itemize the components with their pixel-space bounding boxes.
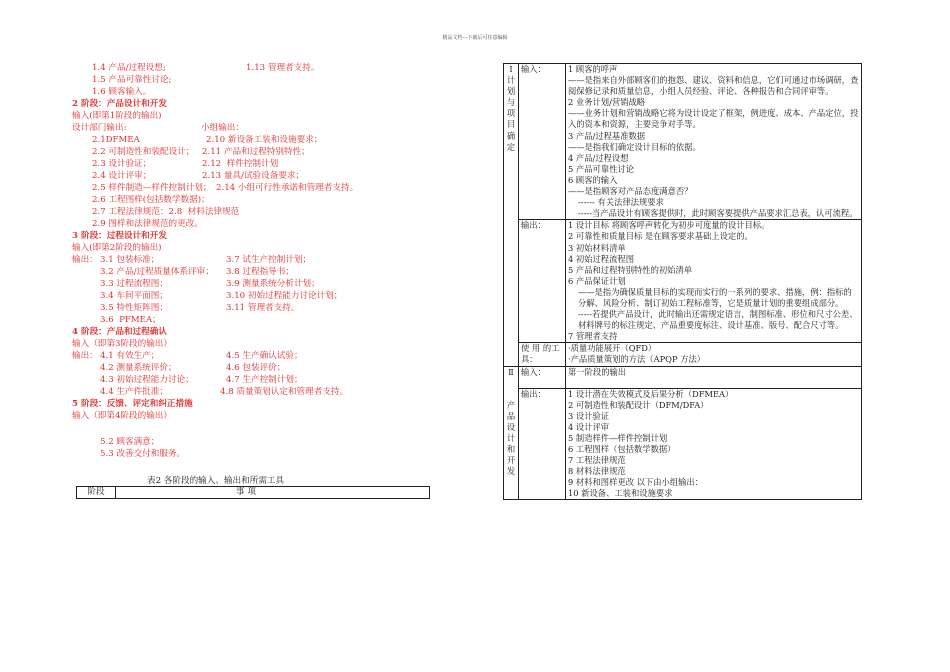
- content-line: 5 产品和过程特别特性的初始清单: [568, 264, 693, 275]
- table-row: [504, 220, 862, 343]
- list-item: 5.2 顾客满意；: [100, 437, 160, 447]
- table-header-cell: 阶段: [76, 487, 116, 498]
- row-content: [566, 220, 862, 343]
- table-row: [504, 64, 862, 220]
- content-line: 2 可靠性和质量目标 是在顾客要求基础上设定的。: [568, 231, 753, 242]
- list-item: 4.1 有效生产；: [100, 351, 160, 361]
- content-line: ——业务计划和营销战略它将为设计设定了框架，例进度、成本、产品定位，投入的资本和资源，主要竞争对手等。: [568, 108, 859, 130]
- stage-label-char: Ⅰ: [509, 64, 513, 74]
- stage-label-char: 和: [506, 444, 516, 454]
- list-item: 4.3 初始过程能力讨论；: [100, 375, 194, 385]
- list-item: 4.5 生产确认试验；: [226, 351, 303, 361]
- table-row: [504, 343, 862, 366]
- list-item: 3.8 过程指导书；: [226, 267, 294, 277]
- list-item: 2.1DFMEA: [92, 135, 140, 145]
- list-item: 1.4 产品/过程设想;: [92, 63, 166, 73]
- section-title: 2 阶段：产品设计和开发: [72, 99, 167, 109]
- row-content: [566, 388, 862, 500]
- content-line: 5 制造样件—样件控制计划: [568, 432, 668, 443]
- row-content: [566, 366, 862, 388]
- list-item: 2.14 小组可行性承诺和管理者支持。: [216, 183, 359, 193]
- list-item: 2.13 量具/试验设备要求；: [202, 171, 305, 181]
- output-label: 输出：: [72, 255, 98, 265]
- list-item: 2.4 设计评审；: [92, 171, 152, 181]
- stage-label-char: 设: [506, 421, 516, 432]
- list-item: 2.5 样件制造—样件控制计划；: [92, 183, 212, 193]
- content-line: 4 设计评审: [568, 421, 610, 432]
- page-header: 精品文档---下载后可任意编辑: [442, 35, 508, 41]
- content-line: 6 产品保证计划: [568, 275, 626, 286]
- list-item: 3.7 试生产控制计划；: [226, 255, 312, 265]
- list-item: 4.4 生产件批准；: [100, 387, 168, 397]
- list-item: 2.12 样件控制计划: [202, 159, 279, 169]
- list-item: 3.2 产品/过程质量体系评审；: [100, 267, 214, 277]
- content-line: ——是指我们确定设计目标的依据。: [568, 141, 701, 152]
- list-item: 1.6 顾客输入。: [92, 87, 152, 97]
- row-label: 输入：: [519, 64, 566, 220]
- table-caption: 表2 各阶段的输入、输出和所需工具: [147, 476, 285, 486]
- content-line: ·质量功能展开（QFD）: [568, 343, 657, 354]
- list-item: 4.2 测量系统评价；: [100, 363, 177, 373]
- list-item: 3.1 包装标准；: [100, 255, 160, 265]
- content-line: ——是指来自外部顾客们的抱怨、建议、资料和信息，它们可通过市场调研，查阅保修记录和质量信息，小组人员经验、评论、各种报告和合同评审等。: [568, 75, 859, 97]
- content-line: 2 业务计划/营销战略: [568, 97, 646, 108]
- section-input: 输入（即第4阶段的输出）: [72, 411, 172, 421]
- row-label: 输入：: [519, 366, 566, 388]
- content-line: 1 设计潜在失效模式及后果分析（DFMEA）: [568, 388, 734, 399]
- stage-label-cell: [504, 366, 519, 500]
- content-line: 1 设计目标 将顾客呼声转化为初步可度量的设计目标。: [568, 220, 770, 231]
- mini-table-header: [76, 486, 430, 499]
- row-label: 输出：: [519, 388, 566, 500]
- stage-label-char: 定: [506, 141, 516, 152]
- content-line: ·产品质量策划的方法（APQP 方法）: [568, 354, 706, 365]
- list-item: 2.3 设计验证；: [92, 159, 152, 169]
- stage-label-char: Ⅱ: [508, 366, 514, 377]
- list-item: 4.7 生产控制计划；: [226, 375, 303, 385]
- row-content: [566, 64, 862, 220]
- section-input: 输入（即第3阶段的输出）: [72, 339, 172, 349]
- content-line: ------ 有关法律法规要求: [578, 197, 664, 208]
- list-item: 1.13 管理者支持。: [246, 63, 320, 73]
- content-line: ——是指为确保质量目标的实现而实行的一系列的要求、措施，例：指标的分解、风险分析、制订初始工程标准等，它是质量计划的重要组成部分。: [578, 286, 852, 308]
- table-border: [429, 487, 430, 498]
- stage-label-char: 计: [506, 75, 516, 86]
- section-title: 4 阶段：产品和过程确认: [72, 327, 167, 337]
- content-line: 3 初始材料清单: [568, 242, 626, 253]
- list-item: 2.7 工程法律规范：2.8 材料法律规范: [92, 207, 240, 217]
- content-line: ——是指顾客对产品态度满意否？: [568, 186, 693, 197]
- content-line: 7 管理者支持: [568, 331, 618, 342]
- stage-label-char: 发: [506, 466, 516, 477]
- section-input: 输入(即第2阶段的输出): [72, 243, 162, 253]
- list-item: 3.6 PFMEA；: [100, 315, 161, 325]
- list-item: 4.8 质量策划认定和管理者支持。: [220, 387, 349, 397]
- content-line: 第一阶段的输出: [568, 366, 627, 377]
- content-line: 6 顾客的输入: [568, 174, 618, 185]
- content-line: 7 工程法律规范: [568, 455, 626, 466]
- section-input: 输入(即第1阶段的输出): [72, 111, 162, 121]
- stage-table: [503, 63, 862, 500]
- content-line: 9 材料和图样更改 以下由小组输出：: [568, 477, 704, 488]
- content-line: 1 顾客的呼声: [568, 64, 618, 74]
- list-item: 2.10 新设备工装和设施要求；: [206, 135, 323, 145]
- list-item: 3.11 管理者支持。: [226, 303, 300, 313]
- list-item: 2.2 可制造性和装配设计；: [92, 147, 195, 157]
- table-row: [504, 366, 862, 388]
- stage-label-char: 与: [506, 97, 516, 108]
- stage-label-spacer: [504, 389, 518, 400]
- row-label: 输出：: [519, 220, 566, 343]
- row-label: 使 用 的工具：: [519, 343, 566, 366]
- content-line: 3 产品/过程基准数据: [568, 130, 646, 141]
- table-header-cell: 事 项: [236, 487, 256, 497]
- list-item: 1.5 产品可靠性讨论;: [92, 75, 172, 85]
- list-item: 3.9 测量系统分析计划；: [226, 279, 320, 289]
- stage-label-char: 确: [506, 130, 516, 141]
- content-line: 4 初始过程流程图: [568, 253, 634, 264]
- table-row: [504, 388, 862, 500]
- stage-label-char: 品: [506, 410, 516, 421]
- stage-label-char: 计: [506, 432, 516, 443]
- content-line: 8 材料法律规范: [568, 466, 626, 477]
- list-item: 3.3 过程流程图；: [100, 279, 168, 289]
- list-item: 5.3 改善交付和服务。: [100, 449, 186, 459]
- content-line: 3 设计验证: [568, 410, 610, 421]
- content-line: 6 工程图样（包括数学数据）: [568, 444, 676, 454]
- list-item: 2.6 工程图样(包括数学数据)；: [92, 195, 210, 205]
- output-label: 输出：: [72, 351, 98, 361]
- list-item: 2.11 产品和过程特别特性；: [202, 147, 310, 157]
- list-item: 3.5 特性矩阵图；: [100, 303, 168, 313]
- list-item: 3.10 初始过程能力讨论计划；: [226, 291, 343, 301]
- content-line: -----若提供产品设计，此时输出还需规定语言，制图标准、形位和尺寸公差、材料牌号的标注规定、产品重要度标注、设计基准、版号、配合尺寸等。: [578, 309, 858, 331]
- output-label: 设计部门输出:: [72, 123, 127, 133]
- list-item: 4.6 包装评价；: [226, 363, 286, 373]
- section-title: 5 阶段：反馈、评定和纠正措施: [72, 399, 193, 409]
- stage-label-char: 划: [506, 86, 516, 97]
- stage-label-spacer: [504, 378, 518, 389]
- content-line: 4 产品/过程设想: [568, 152, 629, 163]
- list-item: 3.4 车间平面图；: [100, 291, 168, 301]
- stage-label-char: 目: [506, 119, 516, 130]
- stage-label-char: 项: [506, 108, 516, 119]
- section-title: 3 阶段：过程设计和开发: [72, 231, 167, 241]
- output-label: 小组输出：: [201, 123, 244, 133]
- stage-label-char: 开: [506, 455, 516, 466]
- row-content: [566, 343, 862, 366]
- content-line: 5 产品可靠性讨论: [568, 163, 634, 174]
- content-line: 10 新设备、工装和设施要求: [568, 488, 673, 499]
- content-line: 2 可制造性和装配设计（DFM/DFA）: [568, 399, 709, 410]
- list-item: 2.9 图样和法律规范的更改。: [92, 219, 203, 229]
- stage-label-cell: [504, 64, 519, 367]
- stage-label-char: 产: [506, 399, 516, 410]
- content-line: -----当产品设计有顾客提供时，此时顾客要提供产品要求汇总表，认可流程。: [578, 208, 858, 219]
